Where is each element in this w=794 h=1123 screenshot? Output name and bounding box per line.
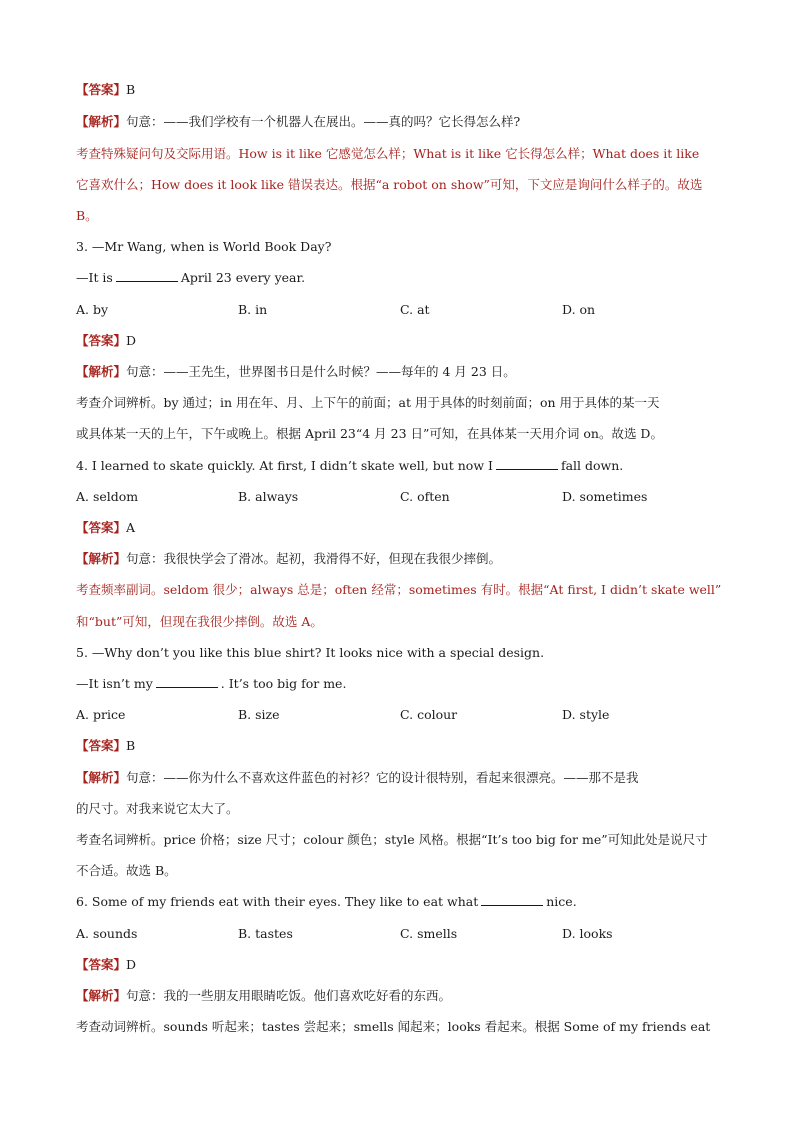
option-a: A. price	[76, 707, 126, 722]
answer-tag: 【答案】	[76, 520, 127, 535]
q4-stem-1	[76, 456, 726, 476]
option-c: C. often	[400, 489, 450, 504]
q4-answer	[76, 518, 726, 538]
option-c: C. colour	[400, 707, 458, 722]
q3-analysis-1	[76, 362, 726, 382]
q2-analysis-4: B。	[76, 208, 98, 223]
q3-stem-1: 3. —Mr Wang, when is World Book Day?	[76, 239, 332, 254]
option-b: B. always	[238, 489, 299, 504]
q5-stem-2	[76, 674, 726, 694]
option-a: A. by	[76, 302, 109, 317]
answer-blank	[496, 457, 558, 470]
q6-stem-1b: nice.	[546, 894, 577, 909]
q5-analysis-1	[76, 768, 726, 788]
option-c: C. at	[400, 302, 430, 317]
analysis-text: 句意：我很快学会了滑冰。起初，我滑得不好，但现在我很少摔倒。	[126, 551, 502, 566]
option-d: D. style	[562, 707, 610, 722]
analysis-text: 句意：——王先生，世界图书日是什么时候？——每年的 4 月 23 日。	[126, 364, 516, 379]
q3-analysis-2: 考查介词辨析。by 通过；in 用在年、月、上下午的前面；at 用于具体的时刻前面；on 用于具体的某一天	[76, 395, 660, 410]
analysis-text: 句意：我的一些朋友用眼睛吃饭。他们喜欢吃好看的东西。	[126, 988, 452, 1003]
analysis-tag: 【解析】	[76, 364, 127, 379]
q2-analysis-3: 它喜欢什么；How does it look like 错误表达。根据“a robot on show”可知，下文应是询问什么样子的。故选	[76, 177, 703, 192]
answer-value: A	[126, 520, 136, 535]
q3-answer	[76, 331, 726, 351]
analysis-text: 句意：——你为什么不喜欢这件蓝色的衬衫？它的设计很特别，看起来很漂亮。——那不是我	[126, 770, 639, 785]
q3-options	[76, 300, 726, 320]
q4-options	[76, 487, 726, 507]
q3-stem-2b: April 23 every year.	[180, 270, 306, 285]
option-b: B. tastes	[238, 926, 293, 941]
answer-value: D	[126, 957, 137, 972]
q6-analysis-2: 考查动词辨析。sounds 听起来；tastes 尝起来；smells 闻起来；looks 看起来。根据 Some of my friends eat	[76, 1019, 711, 1034]
option-a: A. seldom	[76, 489, 139, 504]
q5-stem-2a: —It isn’t my	[76, 676, 153, 691]
analysis-tag: 【解析】	[76, 770, 127, 785]
analysis-tag: 【解析】	[76, 114, 127, 129]
answer-tag: 【答案】	[76, 738, 127, 753]
option-d: D. on	[562, 302, 596, 317]
answer-blank	[156, 675, 218, 688]
option-a: A. sounds	[76, 926, 138, 941]
q3-analysis-3: 或具体某一天的上午，下午或晚上。根据 April 23“4 月 23 日”可知，在具体某一天用介词 on。故选 D。	[76, 426, 663, 441]
q4-stem-1b: fall down.	[560, 458, 624, 473]
answer-value: B	[126, 82, 136, 97]
option-b: B. size	[238, 707, 280, 722]
option-d: D. sometimes	[562, 489, 648, 504]
analysis-tag: 【解析】	[76, 551, 127, 566]
option-d: D. looks	[562, 926, 613, 941]
q4-stem-1a: 4. I learned to skate quickly. At first, I didn’t skate well, but now I	[76, 458, 493, 473]
q6-options	[76, 924, 726, 944]
q5-options	[76, 705, 726, 725]
answer-tag: 【答案】	[76, 333, 127, 348]
q2-analysis-1	[76, 112, 726, 132]
answer-tag: 【答案】	[76, 957, 127, 972]
answer-value: D	[126, 333, 137, 348]
q5-stem-1: 5. —Why don’t you like this blue shirt? It looks nice with a special design.	[76, 645, 545, 660]
q3-stem-2a: —It is	[76, 270, 113, 285]
q5-analysis-3: 考查名词辨析。price 价格；size 尺寸；colour 颜色；style 风格。根据“It’s too big for me”可知此处是说尺寸	[76, 832, 708, 847]
answer-blank	[116, 269, 178, 282]
q4-analysis-3: 和“but”可知，但现在我很少摔倒。故选 A。	[76, 614, 323, 629]
analysis-text: 句意：——我们学校有一个机器人在展出。——真的吗？它长得怎么样?	[126, 114, 521, 129]
option-b: B. in	[238, 302, 268, 317]
analysis-tag: 【解析】	[76, 988, 127, 1003]
option-c: C. smells	[400, 926, 458, 941]
answer-tag: 【答案】	[76, 82, 127, 97]
q5-analysis-2: 的尺寸。对我来说它太大了。	[76, 801, 239, 816]
q4-analysis-2: 考查频率副词。seldom 很少；always 总是；often 经常；sometimes 有时。根据“At first, I didn’t skate well”	[76, 582, 722, 597]
q3-stem-2	[76, 268, 726, 288]
q2-analysis-2: 考查特殊疑问句及交际用语。How is it like 它感觉怎么样；What is it like 它长得怎么样；What does it like	[76, 146, 700, 161]
q6-stem-1a: 6. Some of my friends eat with their eyes. They like to eat what	[76, 894, 479, 909]
q6-analysis-1	[76, 986, 726, 1006]
answer-value: B	[126, 738, 136, 753]
q5-answer	[76, 736, 726, 756]
q6-answer	[76, 955, 726, 975]
answer-blank	[481, 893, 543, 906]
q2-answer	[76, 80, 726, 100]
q5-analysis-4: 不合适。故选 B。	[76, 863, 177, 878]
q6-stem-1	[76, 892, 726, 912]
q4-analysis-1	[76, 549, 726, 569]
q5-stem-2b: . It’s too big for me.	[220, 676, 347, 691]
